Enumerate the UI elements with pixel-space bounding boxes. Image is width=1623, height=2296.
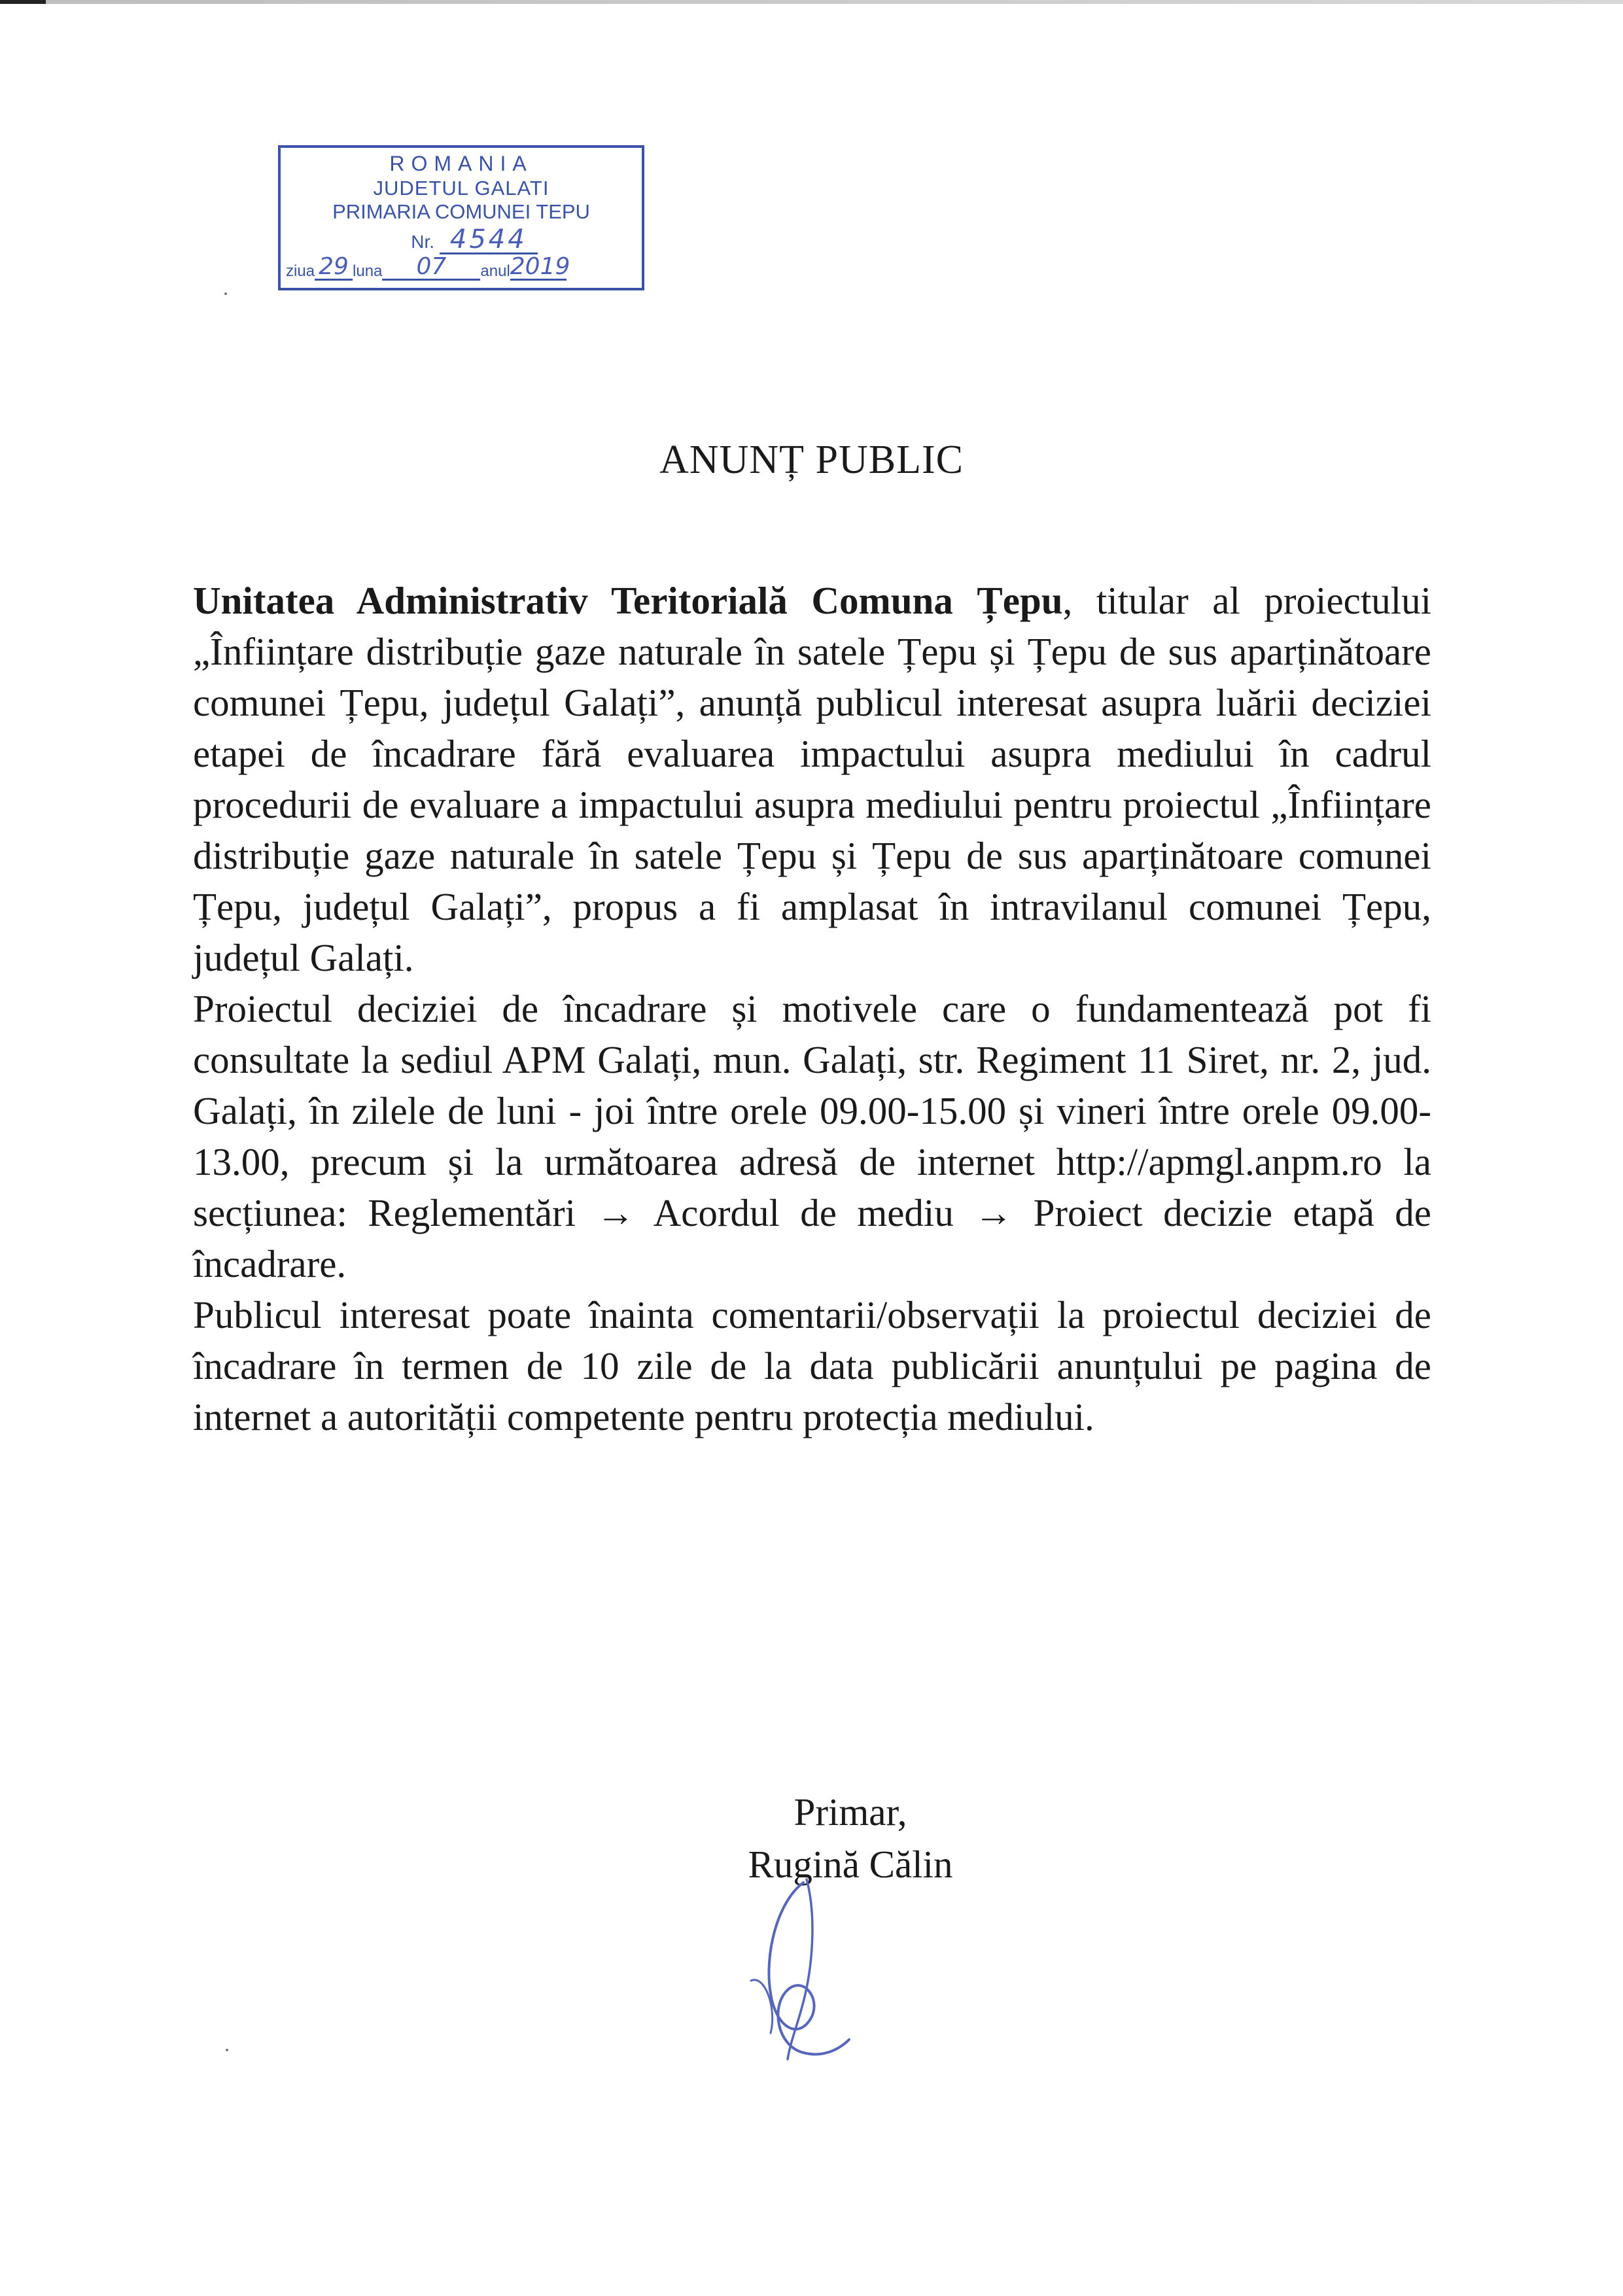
- announcement-body: [193, 575, 1431, 1442]
- stamp-date-row: [286, 255, 637, 281]
- signatory-name: Rugină Călin: [748, 1843, 953, 1886]
- stamp-town-hall: PRIMARIA COMUNEI TEPU: [332, 200, 590, 223]
- paragraph-2: Proiectul deciziei de încadrare și motivele care o fundamentează pot fi consultate la sediul APM Galați, mun. Galați, str. Regiment 11 Siret, nr. 2, jud. Galați, în zilele de luni - joi între orele 09.00-15.00 și vineri între orele 09.00-13.00, precum și la următoarea adresă de internet http://apmgl.anpm.ro la secțiunea: Reglementări → Acordul de mediu → Proiect decizie etapă de încadrare.: [193, 987, 1431, 1285]
- stamp-county: JUDETUL GALATI: [373, 177, 550, 200]
- page-title: ANUNȚ PUBLIC: [659, 438, 964, 482]
- stamp-month-value: 07: [382, 255, 480, 281]
- registration-stamp: [278, 145, 644, 290]
- stamp-country: ROMANIA: [389, 152, 533, 175]
- scan-speck: [226, 2049, 228, 2051]
- stamp-year-label: anul: [480, 262, 510, 280]
- stamp-year-value: 2019: [510, 253, 570, 280]
- stamp-number-label: Nr.: [411, 232, 434, 252]
- scan-speck: [224, 292, 227, 295]
- paragraph-3: Publicul interesat poate înainta comentarii/observații la proiectul deciziei de încadrare în termen de 10 zile de la data publicării anunțului pe pagina de internet a autorității competente pentru protecția mediului.: [193, 1293, 1431, 1438]
- handwritten-signature-icon: [725, 1876, 869, 2072]
- stamp-number-value: 4544: [440, 226, 538, 254]
- paragraph-1-text: , titular al proiectului „Înființare distribuție gaze naturale în satele Țepu și Țepu de sus aparținătoare comunei Țepu, județul Galați”, anunță publicul interesat asupra luării deciziei etapei de încadrare fără evaluarea impactului asupra mediului în cadrul procedurii de evaluare a impactului asupra mediului pentru proiectul „Înființare distribuție gaze naturale în satele Țepu și Țepu de sus aparținătoare comunei Țepu, județul Galați”, propus a fi amplasat în intravilanul comunei Țepu, județul Galați.: [193, 579, 1431, 979]
- paragraph-1: [193, 575, 1431, 983]
- stamp-day-label: ziua: [286, 262, 315, 280]
- applicant-name: Unitatea Administrativ Teritorială Comuna Țepu: [193, 579, 1063, 622]
- stamp-month-label: luna: [353, 262, 383, 280]
- signature-block: [654, 1786, 1047, 1890]
- signatory-role: Primar,: [794, 1790, 907, 1834]
- scan-edge-line: [0, 0, 1623, 4]
- stamp-day-value: 29: [315, 255, 353, 281]
- stamp-number-row: [281, 226, 642, 254]
